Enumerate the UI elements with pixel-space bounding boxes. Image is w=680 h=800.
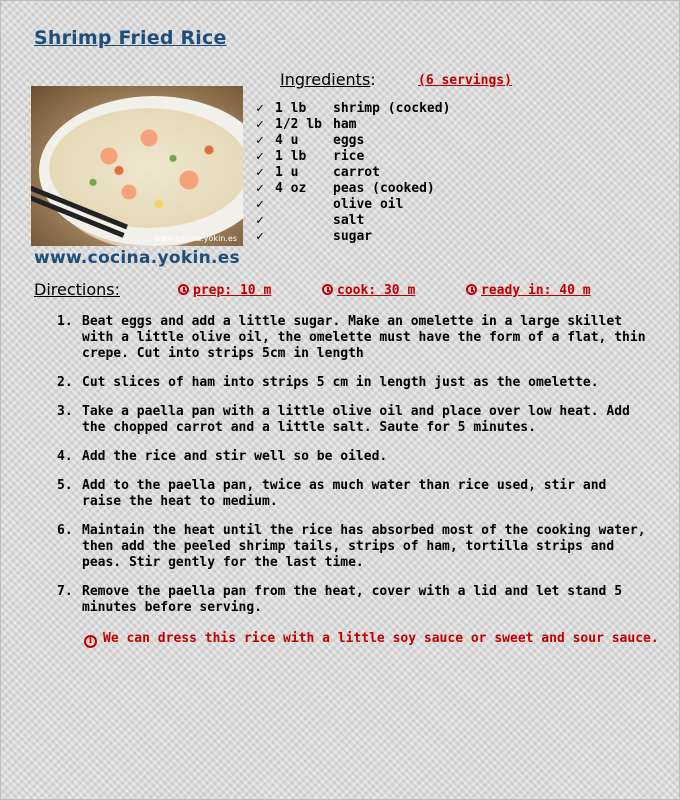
step-text: Remove the paella pan from the heat, cover with a lid and let stand 5 minutes before serving. [82, 584, 623, 615]
site-url[interactable]: www.cocina.yokin.es [34, 248, 240, 268]
check-icon: ✓ [256, 133, 264, 148]
check-icon: ✓ [256, 149, 264, 164]
clock-icon [322, 284, 333, 295]
ingredient-qty: 1 lb [275, 101, 307, 116]
ingredients-colon: : [370, 70, 376, 89]
step-number: 1. [57, 314, 73, 329]
ingredient-name: olive oil [333, 197, 404, 212]
ingredient-qty: 1/2 lb [275, 117, 322, 132]
step-number: 3. [57, 404, 73, 419]
check-icon: ✓ [256, 165, 264, 180]
ingredient-name: ham [333, 117, 357, 132]
ingredient-name: peas (cooked) [333, 181, 435, 196]
directions-heading: Directions: [34, 280, 121, 299]
ingredient-name: salt [333, 213, 365, 228]
step-number: 4. [57, 449, 73, 464]
ingredient-name: eggs [333, 133, 365, 148]
check-icon: ✓ [256, 213, 264, 228]
ingredient-item [256, 133, 450, 149]
direction-step [50, 375, 650, 391]
step-text: Add to the paella pan, twice as much water than rice used, stir and raise the heat to medium. [82, 478, 607, 509]
step-number: 5. [57, 478, 73, 493]
direction-step [50, 314, 650, 362]
ingredient-qty: 1 lb [275, 149, 307, 164]
ingredient-item [256, 229, 450, 245]
cook-time-link[interactable] [322, 283, 415, 298]
step-text: Add the rice and stir well so be oiled. [82, 449, 388, 464]
directions-list [50, 314, 650, 629]
ingredient-qty: 4 u [275, 133, 299, 148]
ingredient-name: rice [333, 149, 365, 164]
recipe-photo [31, 86, 243, 246]
step-number: 6. [57, 523, 73, 538]
ingredient-qty: 4 oz [275, 181, 307, 196]
ingredient-item [256, 117, 450, 133]
step-text: Maintain the heat until the rice has absorbed most of the cooking water, then add the peeled shrimp tails, strips of ham, tortilla strips and peas. Stir gently for the last time. [82, 523, 646, 570]
ingredient-item [256, 213, 450, 229]
ingredient-qty: 1 u [275, 165, 299, 180]
recipe-title: Shrimp Fried Rice [34, 27, 227, 49]
direction-step [50, 449, 650, 465]
clock-icon [466, 284, 477, 295]
ingredient-name: shrimp (cocked) [333, 101, 451, 116]
step-text: Cut slices of ham into strips 5 cm in length just as the omelette. [82, 375, 599, 390]
check-icon: ✓ [256, 117, 264, 132]
ingredient-item [256, 149, 450, 165]
direction-step [50, 404, 650, 436]
clock-icon [178, 284, 189, 295]
cook-time-label: cook: 30 m [337, 283, 416, 298]
ingredient-item [256, 181, 450, 197]
step-text: Take a paella pan with a little olive oil and place over low heat. Add the chopped carrot and a little salt. Saute for 5 minutes. [82, 404, 630, 435]
ingredient-name: sugar [333, 229, 373, 244]
check-icon: ✓ [256, 229, 264, 244]
direction-step [50, 478, 650, 510]
ingredients-label: Ingredients [280, 70, 371, 89]
tip-text: We can dress this rice with a little soy sauce or sweet and sour sauce. [103, 631, 659, 646]
prep-time-label: prep: 10 m [193, 283, 272, 298]
ready-time-label: ready in: 40 m [481, 283, 591, 298]
ready-time-link[interactable] [466, 283, 591, 298]
step-number: 2. [57, 375, 73, 390]
direction-step [50, 523, 650, 571]
ingredients-heading [280, 70, 376, 89]
photo-watermark: www.cocina.yokin.es [153, 234, 237, 243]
check-icon: ✓ [256, 197, 264, 212]
ingredient-item [256, 101, 450, 117]
direction-step [50, 584, 650, 616]
ingredient-item [256, 197, 450, 213]
prep-time-link[interactable] [178, 283, 271, 298]
ingredient-list [256, 101, 450, 245]
servings-link[interactable]: (6 servings) [418, 73, 512, 88]
check-icon: ✓ [256, 101, 264, 116]
ingredient-item [256, 165, 450, 181]
step-number: 7. [57, 584, 73, 599]
serving-tip [84, 631, 659, 648]
info-icon: i [84, 635, 97, 648]
ingredient-name: carrot [333, 165, 380, 180]
check-icon: ✓ [256, 181, 264, 196]
step-text: Beat eggs and add a little sugar. Make an omelette in a large skillet with a little olive oil, the omelette must have the form of a flat, thin crepe. Cut into strips 5cm in length [82, 314, 646, 361]
